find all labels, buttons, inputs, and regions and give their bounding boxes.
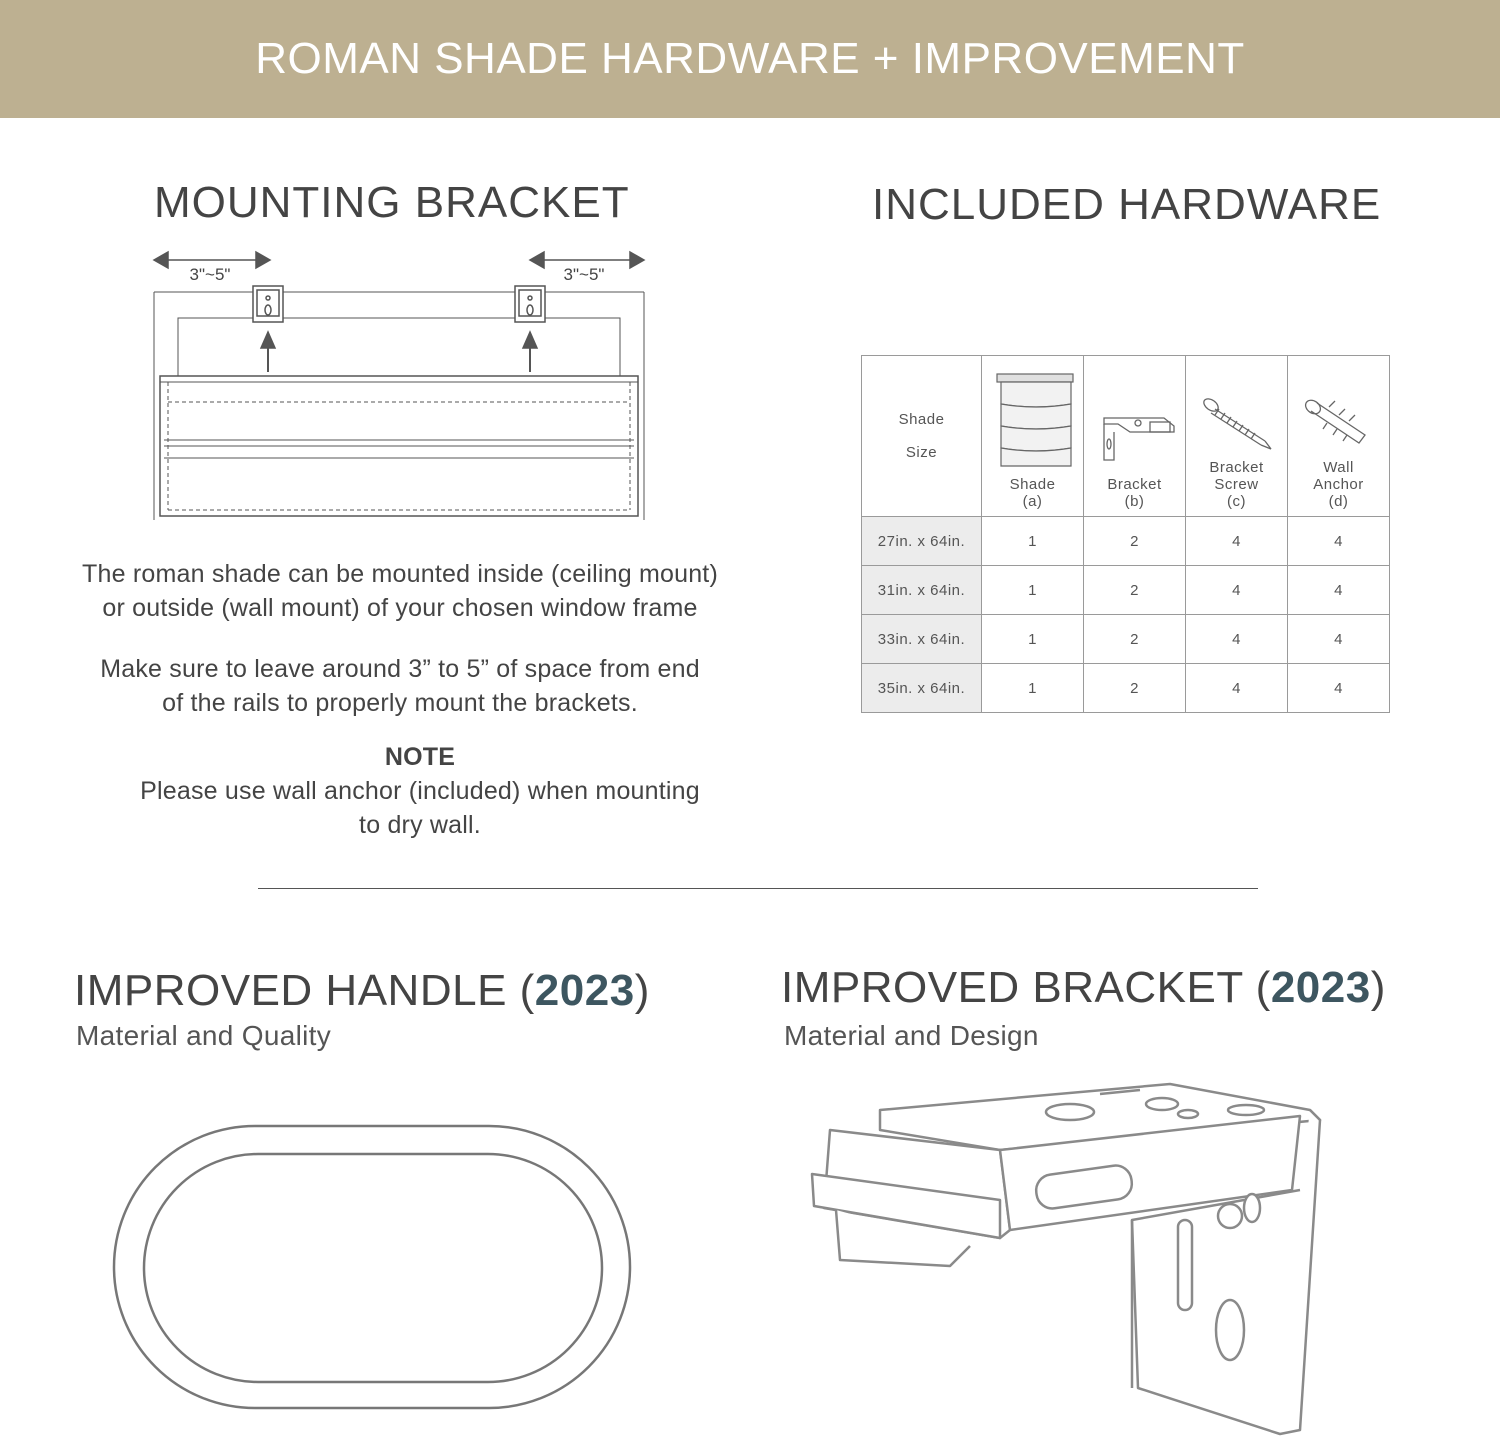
screw-icon — [1197, 393, 1277, 453]
mounting-description-line2: or outside (wall mount) of your chosen window frame — [102, 594, 698, 622]
improved-handle-title — [74, 966, 650, 1016]
anchor-qty-cell: 4 — [1288, 615, 1390, 664]
size-cell: 27in. x 64in. — [862, 517, 982, 566]
size-header-line2: Size — [905, 444, 938, 461]
dimension-left-label: 3"~5" — [189, 265, 231, 284]
shade-qty-cell: 1 — [982, 664, 1084, 713]
spacing-instruction-line1: Make sure to leave around 3” to 5” of space from end — [100, 655, 700, 683]
note-line1: Please use wall anchor (included) when mounting — [140, 777, 700, 805]
screw-qty-cell: 4 — [1186, 517, 1288, 566]
improved-handle-title-text: IMPROVED HANDLE ( — [74, 966, 535, 1015]
improved-handle-subtitle: Material and Quality — [76, 1020, 332, 1051]
anchor-column-code: (d) — [1328, 493, 1349, 510]
hardware-table — [861, 355, 1390, 713]
mounting-diagram — [150, 240, 650, 525]
screw-column-label-line2: Screw — [1214, 476, 1259, 493]
shade-column-header — [982, 356, 1084, 517]
table-row — [862, 566, 1390, 615]
improved-bracket-title-text: IMPROVED BRACKET ( — [781, 963, 1271, 1012]
bracket-column-label: Bracket — [1107, 476, 1162, 493]
note-line2: to dry wall. — [359, 811, 481, 839]
mounting-bracket-title: MOUNTING BRACKET — [154, 178, 630, 227]
table-row — [862, 664, 1390, 713]
note-block — [80, 740, 760, 842]
screw-column-header — [1186, 356, 1288, 517]
section-divider — [258, 888, 1258, 889]
improved-handle-title-close: ) — [634, 966, 650, 1015]
bracket-qty-cell: 2 — [1084, 566, 1186, 615]
bracket-icon — [1090, 410, 1180, 470]
banner-title: ROMAN SHADE HARDWARE + IMPROVEMENT — [255, 34, 1245, 83]
bracket-illustration — [800, 1070, 1340, 1440]
anchor-column-label-line2: Anchor — [1313, 476, 1364, 493]
improved-handle-year: 2023 — [534, 966, 635, 1015]
size-cell: 35in. x 64in. — [862, 664, 982, 713]
handle-illustration — [108, 1120, 638, 1416]
anchor-qty-cell: 4 — [1288, 517, 1390, 566]
screw-qty-cell: 4 — [1186, 615, 1288, 664]
screw-column-label-line1: Bracket — [1209, 459, 1264, 476]
anchor-column-label-line1: Wall — [1323, 459, 1354, 476]
note-title: NOTE — [384, 743, 456, 771]
anchor-qty-cell: 4 — [1288, 664, 1390, 713]
improved-bracket-year: 2023 — [1270, 963, 1371, 1012]
improved-bracket-title-close: ) — [1370, 963, 1386, 1012]
bracket-qty-cell: 2 — [1084, 517, 1186, 566]
anchor-qty-cell: 4 — [1288, 566, 1390, 615]
bracket-qty-cell: 2 — [1084, 615, 1186, 664]
size-header — [862, 356, 982, 517]
shade-qty-cell: 1 — [982, 517, 1084, 566]
shade-column-label: Shade — [1009, 476, 1056, 493]
size-header-line1: Shade — [898, 411, 945, 428]
table-row — [862, 517, 1390, 566]
mounting-description-line1: The roman shade can be mounted inside (ceiling mount) — [82, 560, 718, 588]
anchor-column-header — [1288, 356, 1390, 517]
screw-qty-cell: 4 — [1186, 664, 1288, 713]
improved-bracket-subtitle: Material and Design — [784, 1020, 1039, 1051]
improved-bracket-title — [781, 963, 1386, 1013]
mounting-description — [40, 557, 760, 625]
bracket-column-code: (b) — [1124, 493, 1145, 510]
screw-qty-cell: 4 — [1186, 566, 1288, 615]
size-cell: 31in. x 64in. — [862, 566, 982, 615]
size-cell: 33in. x 64in. — [862, 615, 982, 664]
screw-column-code: (c) — [1227, 493, 1246, 510]
table-header-row — [862, 356, 1390, 517]
included-hardware-title: INCLUDED HARDWARE — [872, 180, 1382, 229]
bracket-qty-cell: 2 — [1084, 664, 1186, 713]
table-row — [862, 615, 1390, 664]
spacing-instruction-line2: of the rails to properly mount the brackets. — [162, 689, 638, 717]
spacing-instruction — [40, 652, 760, 720]
shade-column-code: (a) — [1022, 493, 1043, 510]
wall-anchor-icon — [1299, 393, 1379, 453]
shade-qty-cell: 1 — [982, 615, 1084, 664]
bracket-column-header — [1084, 356, 1186, 517]
shade-qty-cell: 1 — [982, 566, 1084, 615]
page-banner — [0, 0, 1500, 118]
shade-icon — [989, 370, 1077, 470]
dimension-right-label: 3"~5" — [563, 265, 605, 284]
